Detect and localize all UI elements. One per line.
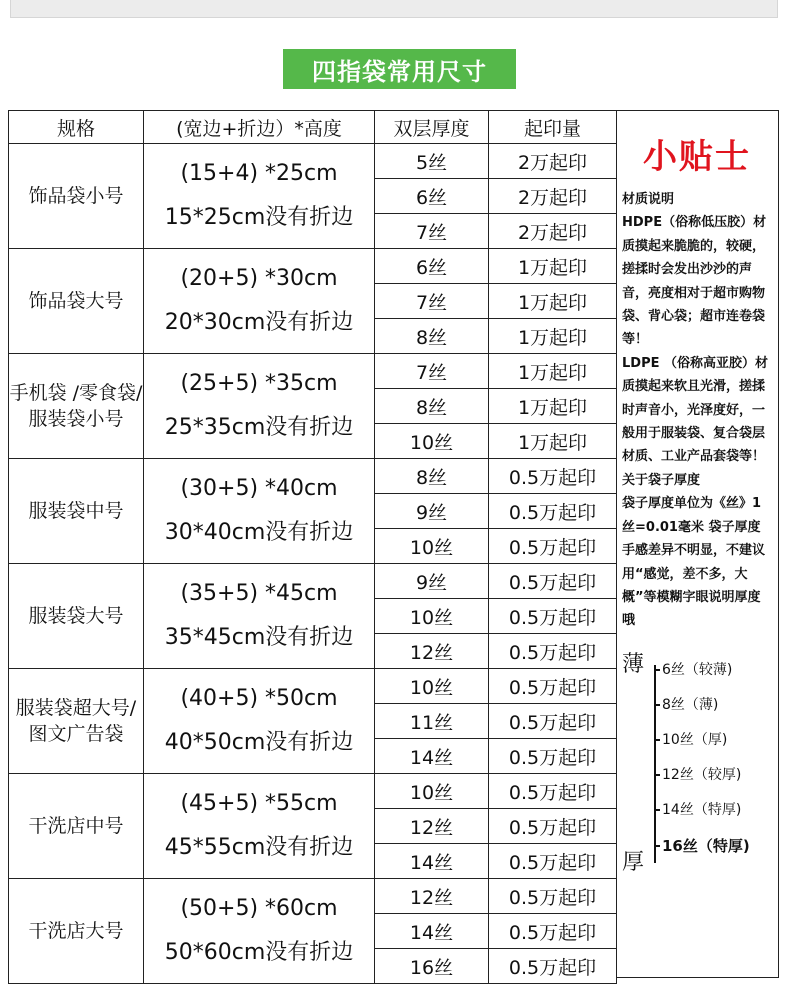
thickness-cell: 12丝 — [375, 809, 489, 844]
tips-line: 材质说明 — [622, 192, 675, 207]
spec-cell: 干洗店中号 — [9, 774, 144, 879]
spec-cell: 干洗店大号 — [9, 879, 144, 984]
spec-cell: 服装袋大号 — [9, 564, 144, 669]
size-cell — [144, 879, 375, 984]
tips-panel — [616, 110, 779, 978]
table-header-row — [9, 111, 617, 144]
qty-cell: 0.5万起印 — [489, 704, 617, 739]
size-with-fold: (25+5) *35cm — [180, 371, 338, 396]
qty-cell: 0.5万起印 — [489, 949, 617, 984]
tips-title: 小贴士 — [643, 137, 751, 177]
table-row — [9, 669, 617, 704]
qty-cell: 0.5万起印 — [489, 739, 617, 774]
size-no-fold: 50*60cm没有折边 — [164, 940, 354, 965]
size-with-fold: (20+5) *30cm — [180, 266, 338, 291]
thickness-scale — [616, 647, 778, 882]
tips-text — [616, 188, 778, 633]
qty-cell: 1万起印 — [489, 284, 617, 319]
size-no-fold: 30*40cm没有折边 — [164, 520, 354, 545]
thickness-cell: 14丝 — [375, 914, 489, 949]
qty-cell: 1万起印 — [489, 354, 617, 389]
thickness-cell: 8丝 — [375, 319, 489, 354]
scale-item: 10丝（厚) — [654, 729, 727, 749]
size-no-fold: 25*35cm没有折边 — [164, 415, 354, 440]
qty-cell: 0.5万起印 — [489, 844, 617, 879]
size-cell — [144, 249, 375, 354]
page-title: 四指袋常用尺寸 — [283, 49, 516, 89]
spec-cell: 手机袋 /零食袋/服装袋小号 — [9, 354, 144, 459]
thickness-cell: 14丝 — [375, 844, 489, 879]
qty-cell: 2万起印 — [489, 179, 617, 214]
size-no-fold: 40*50cm没有折边 — [164, 730, 354, 755]
qty-cell: 0.5万起印 — [489, 494, 617, 529]
size-cell — [144, 459, 375, 564]
table-row — [9, 144, 617, 179]
spec-cell: 饰品袋大号 — [9, 249, 144, 354]
table-row — [9, 564, 617, 599]
qty-cell: 0.5万起印 — [489, 529, 617, 564]
qty-cell: 1万起印 — [489, 319, 617, 354]
thickness-cell: 12丝 — [375, 634, 489, 669]
size-cell — [144, 564, 375, 669]
qty-cell: 0.5万起印 — [489, 669, 617, 704]
thickness-cell: 5丝 — [375, 144, 489, 179]
qty-cell: 0.5万起印 — [489, 809, 617, 844]
table-row — [9, 354, 617, 389]
thickness-cell: 10丝 — [375, 669, 489, 704]
header-spec: 规格 — [9, 111, 144, 144]
thickness-cell: 16丝 — [375, 949, 489, 984]
thickness-cell: 10丝 — [375, 774, 489, 809]
table-row — [9, 774, 617, 809]
scale-thin-label: 薄 — [622, 651, 645, 677]
thickness-cell: 6丝 — [375, 249, 489, 284]
spec-cell: 服装袋超大号/图文广告袋 — [9, 669, 144, 774]
size-no-fold: 35*45cm没有折边 — [164, 625, 354, 650]
qty-cell: 0.5万起印 — [489, 879, 617, 914]
thickness-cell: 9丝 — [375, 494, 489, 529]
size-with-fold: (45+5) *55cm — [180, 791, 338, 816]
qty-cell: 0.5万起印 — [489, 914, 617, 949]
scale-item: 8丝（薄) — [654, 694, 718, 714]
top-banner-strip — [10, 0, 778, 18]
spec-cell: 饰品袋小号 — [9, 144, 144, 249]
thickness-cell: 7丝 — [375, 214, 489, 249]
tips-line: 关于袋子厚度 — [622, 472, 701, 488]
size-cell — [144, 774, 375, 879]
header-size: (宽边+折边）*高度 — [144, 111, 375, 144]
size-no-fold: 15*25cm没有折边 — [164, 205, 354, 230]
thickness-cell: 10丝 — [375, 529, 489, 564]
header-thickness: 双层厚度 — [375, 111, 489, 144]
thickness-cell: 10丝 — [375, 599, 489, 634]
size-no-fold: 45*55cm没有折边 — [164, 835, 354, 860]
thickness-cell: 6丝 — [375, 179, 489, 214]
size-table — [8, 110, 617, 984]
tips-line: HDPE（俗称低压胶）材质摸起来脆脆的，较硬，搓揉时会发出沙沙的声音，亮度相对于超市购物袋、背心袋；超市连卷袋等！ — [622, 215, 767, 348]
table-row — [9, 879, 617, 914]
size-cell — [144, 669, 375, 774]
size-with-fold: (15+4) *25cm — [180, 161, 338, 186]
thickness-cell: 11丝 — [375, 704, 489, 739]
tips-line: LDPE （俗称高亚胶）材质摸起来软且光滑，搓揉时声音小，光泽度好，一般用于服装袋、复合袋层材质、工业产品套袋等！ — [622, 355, 769, 465]
thickness-cell: 7丝 — [375, 354, 489, 389]
scale-item: 16丝（特厚) — [654, 835, 750, 856]
qty-cell: 2万起印 — [489, 214, 617, 249]
qty-cell: 1万起印 — [489, 389, 617, 424]
qty-cell: 1万起印 — [489, 249, 617, 284]
qty-cell: 0.5万起印 — [489, 459, 617, 494]
size-with-fold: (35+5) *45cm — [180, 581, 338, 606]
qty-cell: 2万起印 — [489, 144, 617, 179]
header-qty: 起印量 — [489, 111, 617, 144]
scale-thick-label: 厚 — [622, 849, 645, 875]
size-with-fold: (40+5) *50cm — [180, 686, 338, 711]
qty-cell: 0.5万起印 — [489, 564, 617, 599]
qty-cell: 0.5万起印 — [489, 774, 617, 809]
scale-item: 6丝（较薄) — [654, 659, 732, 679]
thickness-cell: 7丝 — [375, 284, 489, 319]
qty-cell: 0.5万起印 — [489, 599, 617, 634]
scale-item: 14丝（特厚) — [654, 799, 741, 819]
table-row — [9, 459, 617, 494]
size-with-fold: (50+5) *60cm — [180, 896, 338, 921]
qty-cell: 0.5万起印 — [489, 634, 617, 669]
scale-item: 12丝（较厚) — [654, 764, 741, 784]
thickness-cell: 10丝 — [375, 424, 489, 459]
thickness-cell: 8丝 — [375, 459, 489, 494]
tips-line: 袋子厚度单位为《丝》1丝=0.01毫米 袋子厚度手感差异不明显，不建议用“感觉，差不多，大概”等模糊字眼说明厚度哦 — [622, 496, 766, 629]
qty-cell: 1万起印 — [489, 424, 617, 459]
size-cell — [144, 354, 375, 459]
thickness-cell: 14丝 — [375, 739, 489, 774]
table-row — [9, 249, 617, 284]
thickness-cell: 8丝 — [375, 389, 489, 424]
spec-cell: 服装袋中号 — [9, 459, 144, 564]
size-cell — [144, 144, 375, 249]
size-with-fold: (30+5) *40cm — [180, 476, 338, 501]
thickness-cell: 9丝 — [375, 564, 489, 599]
thickness-cell: 12丝 — [375, 879, 489, 914]
size-no-fold: 20*30cm没有折边 — [164, 310, 354, 335]
